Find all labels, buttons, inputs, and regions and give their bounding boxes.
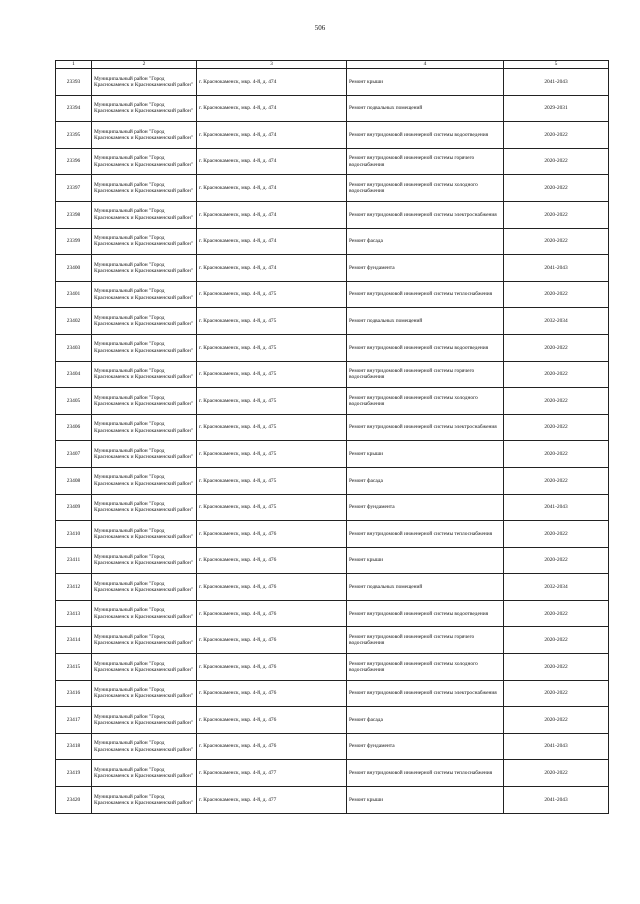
- address-cell: г. Краснокаменск, мкр. 4-й, д. 475: [197, 361, 347, 388]
- municipality-cell: Муниципальный район "Город Краснокаменск и Краснокаменский район": [92, 760, 197, 787]
- table-row: [56, 255, 609, 282]
- work-type-cell: Ремонт фундамента: [347, 255, 504, 282]
- table-row: [56, 547, 609, 574]
- period-cell: 2020-2022: [504, 680, 609, 707]
- column-number-row: [56, 61, 609, 69]
- table-row: [56, 388, 609, 415]
- municipality-cell: Муниципальный район "Город Краснокаменск и Краснокаменский район": [92, 707, 197, 734]
- period-cell: 2020-2022: [504, 467, 609, 494]
- table-row: [56, 308, 609, 335]
- address-cell: г. Краснокаменск, мкр. 4-й, д. 476: [197, 680, 347, 707]
- address-cell: г. Краснокаменск, мкр. 4-й, д. 476: [197, 627, 347, 654]
- column-header-4: 4: [347, 61, 504, 69]
- address-cell: г. Краснокаменск, мкр. 4-й, д. 474: [197, 228, 347, 255]
- work-type-cell: Ремонт внутридомовой инженерной системы водоотведения: [347, 334, 504, 361]
- table-row: [56, 334, 609, 361]
- row-number: 23404: [56, 361, 92, 388]
- period-cell: 2020-2022: [504, 441, 609, 468]
- period-cell: 2020-2022: [504, 521, 609, 548]
- row-number: 23405: [56, 388, 92, 415]
- period-cell: 2020-2022: [504, 760, 609, 787]
- table-row: [56, 574, 609, 601]
- table-row: [56, 95, 609, 122]
- row-number: 23410: [56, 521, 92, 548]
- period-cell: 2020-2022: [504, 600, 609, 627]
- work-type-cell: Ремонт внутридомовой инженерной системы водоотведения: [347, 122, 504, 149]
- municipality-cell: Муниципальный район "Город Краснокаменск и Краснокаменский район": [92, 122, 197, 149]
- work-type-cell: Ремонт крыши: [347, 441, 504, 468]
- period-cell: 2041-2043: [504, 494, 609, 521]
- row-number: 23400: [56, 255, 92, 282]
- column-header-3: 3: [197, 61, 347, 69]
- address-cell: г. Краснокаменск, мкр. 4-й, д. 475: [197, 467, 347, 494]
- municipality-cell: Муниципальный район "Город Краснокаменск и Краснокаменский район": [92, 95, 197, 122]
- work-type-cell: Ремонт крыши: [347, 547, 504, 574]
- period-cell: 2020-2022: [504, 654, 609, 681]
- address-cell: г. Краснокаменск, мкр. 4-й, д. 475: [197, 281, 347, 308]
- period-cell: 2020-2022: [504, 281, 609, 308]
- work-type-cell: Ремонт фасада: [347, 228, 504, 255]
- table-row: [56, 494, 609, 521]
- work-type-cell: Ремонт внутридомовой инженерной системы холодного водоснабжения: [347, 654, 504, 681]
- address-cell: г. Краснокаменск, мкр. 4-й, д. 476: [197, 654, 347, 681]
- municipality-cell: Муниципальный район "Город Краснокаменск и Краснокаменский район": [92, 334, 197, 361]
- work-type-cell: Ремонт внутридомовой инженерной системы электроснабжения: [347, 414, 504, 441]
- table-row: [56, 467, 609, 494]
- period-cell: 2041-2043: [504, 255, 609, 282]
- address-cell: г. Краснокаменск, мкр. 4-й, д. 474: [197, 175, 347, 202]
- work-type-cell: Ремонт внутридомовой инженерной системы горячего водоснабжения: [347, 361, 504, 388]
- work-type-cell: Ремонт крыши: [347, 787, 504, 814]
- work-type-cell: Ремонт внутридомовой инженерной системы горячего водоснабжения: [347, 627, 504, 654]
- address-cell: г. Краснокаменск, мкр. 4-й, д. 475: [197, 334, 347, 361]
- table-row: [56, 680, 609, 707]
- address-cell: г. Краснокаменск, мкр. 4-й, д. 477: [197, 787, 347, 814]
- table-body: [56, 69, 609, 814]
- address-cell: г. Краснокаменск, мкр. 4-й, д. 476: [197, 733, 347, 760]
- table-row: [56, 122, 609, 149]
- period-cell: 2020-2022: [504, 707, 609, 734]
- period-cell: 2032-2034: [504, 574, 609, 601]
- municipality-cell: Муниципальный район "Город Краснокаменск и Краснокаменский район": [92, 787, 197, 814]
- address-cell: г. Краснокаменск, мкр. 4-й, д. 475: [197, 494, 347, 521]
- address-cell: г. Краснокаменск, мкр. 4-й, д. 474: [197, 122, 347, 149]
- row-number: 23397: [56, 175, 92, 202]
- work-type-cell: Ремонт внутридомовой инженерной системы горячего водоснабжения: [347, 148, 504, 175]
- municipality-cell: Муниципальный район "Город Краснокаменск и Краснокаменский район": [92, 388, 197, 415]
- table-row: [56, 707, 609, 734]
- work-type-cell: Ремонт фасада: [347, 467, 504, 494]
- address-cell: г. Краснокаменск, мкр. 4-й, д. 475: [197, 388, 347, 415]
- row-number: 23414: [56, 627, 92, 654]
- work-type-cell: Ремонт внутридомовой инженерной системы теплоснабжения: [347, 521, 504, 548]
- row-number: 23398: [56, 201, 92, 228]
- municipality-cell: Муниципальный район "Город Краснокаменск и Краснокаменский район": [92, 600, 197, 627]
- work-type-cell: Ремонт фундамента: [347, 494, 504, 521]
- period-cell: 2029-2031: [504, 95, 609, 122]
- address-cell: г. Краснокаменск, мкр. 4-й, д. 477: [197, 760, 347, 787]
- municipality-cell: Муниципальный район "Город Краснокаменск и Краснокаменский район": [92, 201, 197, 228]
- work-type-cell: Ремонт внутридомовой инженерной системы теплоснабжения: [347, 760, 504, 787]
- address-cell: г. Краснокаменск, мкр. 4-й, д. 475: [197, 414, 347, 441]
- address-cell: г. Краснокаменск, мкр. 4-й, д. 476: [197, 547, 347, 574]
- row-number: 23418: [56, 733, 92, 760]
- municipality-cell: Муниципальный район "Город Краснокаменск и Краснокаменский район": [92, 547, 197, 574]
- work-type-cell: Ремонт подвальных помещений: [347, 95, 504, 122]
- period-cell: 2020-2022: [504, 547, 609, 574]
- municipality-cell: Муниципальный район "Город Краснокаменск и Краснокаменский район": [92, 574, 197, 601]
- address-cell: г. Краснокаменск, мкр. 4-й, д. 476: [197, 600, 347, 627]
- row-number: 23415: [56, 654, 92, 681]
- column-header-5: 5: [504, 61, 609, 69]
- work-type-cell: Ремонт фундамента: [347, 733, 504, 760]
- municipality-cell: Муниципальный район "Город Краснокаменск и Краснокаменский район": [92, 441, 197, 468]
- row-number: 23416: [56, 680, 92, 707]
- row-number: 23394: [56, 95, 92, 122]
- work-type-cell: Ремонт внутридомовой инженерной системы электроснабжения: [347, 680, 504, 707]
- work-type-cell: Ремонт фасада: [347, 707, 504, 734]
- table-row: [56, 627, 609, 654]
- period-cell: 2020-2022: [504, 175, 609, 202]
- period-cell: 2020-2022: [504, 122, 609, 149]
- municipality-cell: Муниципальный район "Город Краснокаменск и Краснокаменский район": [92, 255, 197, 282]
- address-cell: г. Краснокаменск, мкр. 4-й, д. 476: [197, 521, 347, 548]
- table-row: [56, 733, 609, 760]
- work-type-cell: Ремонт внутридомовой инженерной системы холодного водоснабжения: [347, 388, 504, 415]
- row-number: 23413: [56, 600, 92, 627]
- address-cell: г. Краснокаменск, мкр. 4-й, д. 475: [197, 441, 347, 468]
- row-number: 23393: [56, 69, 92, 96]
- municipality-cell: Муниципальный район "Город Краснокаменск и Краснокаменский район": [92, 654, 197, 681]
- work-type-cell: Ремонт крыши: [347, 69, 504, 96]
- address-cell: г. Краснокаменск, мкр. 4-й, д. 474: [197, 69, 347, 96]
- row-number: 23395: [56, 122, 92, 149]
- table-row: [56, 441, 609, 468]
- row-number: 23396: [56, 148, 92, 175]
- period-cell: 2032-2034: [504, 308, 609, 335]
- work-type-cell: Ремонт внутридомовой инженерной системы электроснабжения: [347, 201, 504, 228]
- period-cell: 2020-2022: [504, 627, 609, 654]
- work-type-cell: Ремонт подвальных помещений: [347, 574, 504, 601]
- period-cell: 2020-2022: [504, 148, 609, 175]
- address-cell: г. Краснокаменск, мкр. 4-й, д. 476: [197, 707, 347, 734]
- row-number: 23411: [56, 547, 92, 574]
- table-row: [56, 175, 609, 202]
- row-number: 23417: [56, 707, 92, 734]
- municipality-cell: Муниципальный район "Город Краснокаменск и Краснокаменский район": [92, 281, 197, 308]
- row-number: 23399: [56, 228, 92, 255]
- repair-schedule-table: [55, 60, 609, 814]
- table-row: [56, 148, 609, 175]
- address-cell: г. Краснокаменск, мкр. 4-й, д. 474: [197, 95, 347, 122]
- period-cell: 2041-2043: [504, 69, 609, 96]
- period-cell: 2020-2022: [504, 414, 609, 441]
- column-header-1: 1: [56, 61, 92, 69]
- municipality-cell: Муниципальный район "Город Краснокаменск и Краснокаменский район": [92, 148, 197, 175]
- municipality-cell: Муниципальный район "Город Краснокаменск и Краснокаменский район": [92, 627, 197, 654]
- page-number: 506: [314, 24, 326, 32]
- address-cell: г. Краснокаменск, мкр. 4-й, д. 474: [197, 148, 347, 175]
- municipality-cell: Муниципальный район "Город Краснокаменск и Краснокаменский район": [92, 521, 197, 548]
- row-number: 23409: [56, 494, 92, 521]
- work-type-cell: Ремонт внутридомовой инженерной системы холодного водоснабжения: [347, 175, 504, 202]
- period-cell: 2020-2022: [504, 334, 609, 361]
- table-row: [56, 600, 609, 627]
- period-cell: 2020-2022: [504, 201, 609, 228]
- period-cell: 2041-2043: [504, 787, 609, 814]
- municipality-cell: Муниципальный район "Город Краснокаменск и Краснокаменский район": [92, 361, 197, 388]
- work-type-cell: Ремонт внутридомовой инженерной системы теплоснабжения: [347, 281, 504, 308]
- row-number: 23420: [56, 787, 92, 814]
- row-number: 23419: [56, 760, 92, 787]
- work-type-cell: Ремонт внутридомовой инженерной системы водоотведения: [347, 600, 504, 627]
- row-number: 23406: [56, 414, 92, 441]
- municipality-cell: Муниципальный район "Город Краснокаменск и Краснокаменский район": [92, 733, 197, 760]
- row-number: 23408: [56, 467, 92, 494]
- address-cell: г. Краснокаменск, мкр. 4-й, д. 474: [197, 255, 347, 282]
- work-type-cell: Ремонт подвальных помещений: [347, 308, 504, 335]
- row-number: 23412: [56, 574, 92, 601]
- municipality-cell: Муниципальный район "Город Краснокаменск и Краснокаменский район": [92, 494, 197, 521]
- municipality-cell: Муниципальный район "Город Краснокаменск и Краснокаменский район": [92, 69, 197, 96]
- address-cell: г. Краснокаменск, мкр. 4-й, д. 476: [197, 574, 347, 601]
- municipality-cell: Муниципальный район "Город Краснокаменск и Краснокаменский район": [92, 680, 197, 707]
- municipality-cell: Муниципальный район "Город Краснокаменск и Краснокаменский район": [92, 228, 197, 255]
- period-cell: 2020-2022: [504, 228, 609, 255]
- table-row: [56, 69, 609, 96]
- table-row: [56, 414, 609, 441]
- period-cell: 2020-2022: [504, 388, 609, 415]
- municipality-cell: Муниципальный район "Город Краснокаменск и Краснокаменский район": [92, 175, 197, 202]
- address-cell: г. Краснокаменск, мкр. 4-й, д. 475: [197, 308, 347, 335]
- row-number: 23407: [56, 441, 92, 468]
- table-row: [56, 654, 609, 681]
- period-cell: 2041-2043: [504, 733, 609, 760]
- table-row: [56, 201, 609, 228]
- table-row: [56, 281, 609, 308]
- table-row: [56, 521, 609, 548]
- row-number: 23401: [56, 281, 92, 308]
- table-row: [56, 760, 609, 787]
- table-row: [56, 787, 609, 814]
- table-row: [56, 361, 609, 388]
- row-number: 23403: [56, 334, 92, 361]
- row-number: 23402: [56, 308, 92, 335]
- table-row: [56, 228, 609, 255]
- municipality-cell: Муниципальный район "Город Краснокаменск и Краснокаменский район": [92, 308, 197, 335]
- period-cell: 2020-2022: [504, 361, 609, 388]
- municipality-cell: Муниципальный район "Город Краснокаменск и Краснокаменский район": [92, 467, 197, 494]
- column-header-2: 2: [92, 61, 197, 69]
- address-cell: г. Краснокаменск, мкр. 4-й, д. 474: [197, 201, 347, 228]
- municipality-cell: Муниципальный район "Город Краснокаменск и Краснокаменский район": [92, 414, 197, 441]
